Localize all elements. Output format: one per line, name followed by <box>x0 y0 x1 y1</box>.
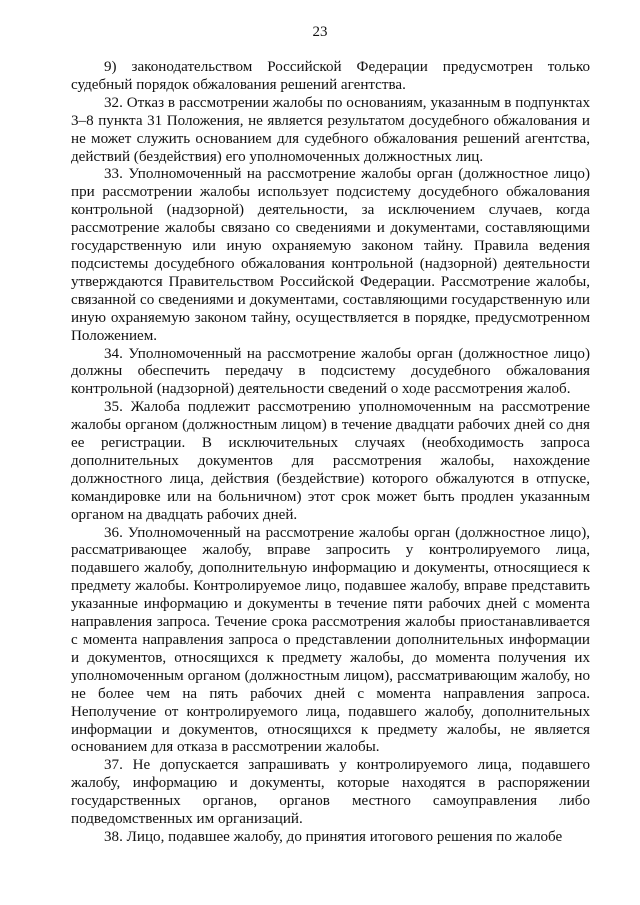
document-body <box>71 59 590 847</box>
paragraph-9: 9) законодательством Российской Федерации предусмотрен только судебный порядок обжалования решений агентства. <box>71 59 590 93</box>
paragraph-38: 38. Лицо, подавшее жалобу, до принятия итогового решения по жалобе <box>104 828 563 845</box>
paragraph-36: 36. Уполномоченный на рассмотрение жалобы орган (должностное лицо), рассматривающее жалобу, вправе запросить у контролируемого лица, подавшего жалобу, дополнительную информацию и документы, относящиеся к предмету жалобы. Контролируемое лицо, подавшее жалобу, вправе представить указанные информацию и документы в течение пяти рабочих дней с момента направления запроса. Течение срока рассмотрения жалобы приостанавливается с момента направления запроса о представлении дополнительных информации и документов, относящихся к предмету жалобы, до момента получения их уполномоченным органом (должностным лицом), рассматривающим жалобу, но не более чем на пять рабочих дней с момента направления запроса. Неполучение от контролируемого лица, подавшего жалобу, дополнительных информации и документов, относящихся к предмету жалобы, не является основанием для отказа в рассмотрении жалобы. <box>71 524 590 756</box>
paragraph-33: 33. Уполномоченный на рассмотрение жалобы орган (должностное лицо) при рассмотрении жалобы использует подсистему досудебного обжалования контрольной (надзорной) деятельности, за исключением случаев, когда рассмотрение жалобы связано со сведениями и документами, составляющими государственную или иную охраняемую законом тайну. Правила ведения подсистемы досудебного обжалования контрольной (надзорной) деятельности утверждаются Правительством Российской Федерации. Рассмотрение жалобы, связанной со сведениями и документами, составляющими государственную или иную охраняемую законом тайну, осуществляется в порядке, предусмотренном Положением. <box>71 166 590 344</box>
paragraph-35: 35. Жалоба подлежит рассмотрению уполномоченным на рассмотрение жалобы органом (должностным лицом) в течение двадцати рабочих дней со дня ее регистрации. В исключительных случаях (необходимость запроса дополнительных документов для рассмотрения жалобы, нахождение должностного лица, действия (бездействие) которого обжалуются в отпуске, командировке или на больничном) этот срок может быть продлен указанным органом на двадцать рабочих дней. <box>71 399 590 523</box>
page-number: 23 <box>312 24 328 40</box>
paragraph-37: 37. Не допускается запрашивать у контролируемого лица, подавшего жалобу, информацию и документы, которые находятся в распоряжении государственных органов, органов местного самоуправления либо подведомственных им организаций. <box>71 757 590 828</box>
paragraph-32: 32. Отказ в рассмотрении жалобы по основаниям, указанным в подпунктах 3–8 пункта 31 Положения, не является результатом досудебного обжалования и не может служить основанием для судебного обжалования решений агентства, действий (бездействия) его уполномоченных должностных лиц. <box>71 94 590 165</box>
paragraph-34: 34. Уполномоченный на рассмотрение жалобы орган (должностное лицо) должны обеспечить передачу в подсистему досудебного обжалования контрольной (надзорной) деятельности сведений о ходе рассмотрения жалоб. <box>71 345 590 398</box>
